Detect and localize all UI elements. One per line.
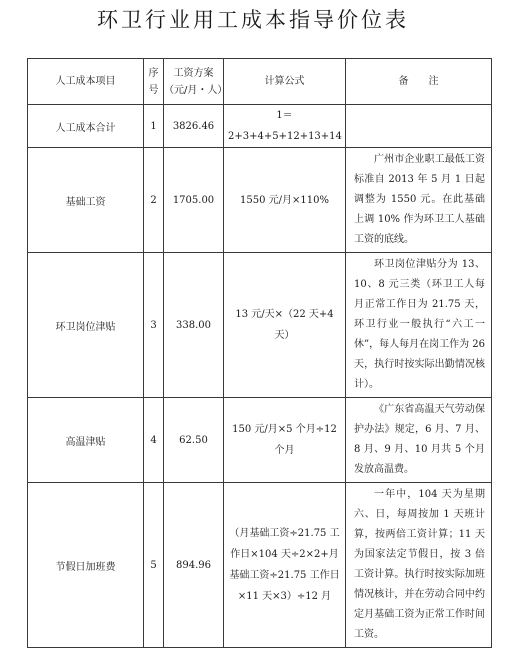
cell-item: 高温津贴 [28, 398, 144, 483]
cell-note: 广州市企业职工最低工资标准自 2013 年 5 月 1 日起调整为 1550 元。在此基础上调 10% 作为环卫工人基础工资的底线。 [346, 148, 492, 253]
cell-amount: 62.50 [164, 398, 224, 483]
table-header-row [28, 59, 492, 105]
table-row [28, 483, 492, 648]
cell-no: 4 [144, 398, 164, 483]
header-formula: 计算公式 [224, 59, 346, 105]
table-row [28, 148, 492, 253]
table-row [28, 398, 492, 483]
header-amount [164, 59, 228, 105]
cost-table [27, 58, 492, 648]
page-title: 环卫行业用工成本指导价位表 [97, 8, 409, 32]
cell-item: 人工成本合计 [28, 105, 144, 148]
cell-formula: 150 元/月×5 个月÷12 个月 [224, 398, 346, 483]
cell-no: 3 [144, 253, 164, 398]
cell-formula: 1550 元/月×110% [224, 148, 346, 253]
cell-formula: 13 元/天×（22 天+4 天） [224, 253, 346, 398]
cell-note: 一年中，104 天为星期六、日，每周按加 1 天班计算，按两倍工资计算；11 天为国家法定节假日，按 3 倍工资计算。执行时按实际加班情况核计，并在劳动合同中约定月基础工资为正常工作时间工资。 [346, 483, 492, 648]
cell-no: 1 [144, 105, 164, 148]
header-no [144, 59, 164, 105]
cell-item: 节假日加班费 [28, 483, 144, 648]
cell-note: 环卫岗位津贴分为 13、10、8 元三类（环卫工人每月正常工作日为 21.75 天，环卫行业一般执行“六工一休”，每人每月在岗工作为 26 天，执行时按实际出勤情况核计）。 [346, 253, 492, 398]
cell-amount: 894.96 [164, 483, 224, 648]
cell-formula: （月基础工资÷21.75 工作日×104 天÷2×2+月基础工资÷21.75 工作日×11 天×3）÷12 月 [224, 483, 346, 648]
header-note: 备 注 [346, 59, 492, 105]
cell-item: 基础工资 [28, 148, 144, 253]
table-row [28, 253, 492, 398]
header-amount-line2: （元/月・人） [164, 84, 228, 96]
header-no-line2: 号 [148, 84, 159, 96]
cell-amount: 3826.46 [164, 105, 224, 148]
header-amount-line1: 工资方案 [173, 67, 214, 79]
table-row [28, 105, 492, 148]
cell-formula: 1＝2+3+4+5+12+13+14 [224, 105, 346, 148]
cell-no: 2 [144, 148, 164, 253]
cell-item: 环卫岗位津贴 [28, 253, 144, 398]
cell-no: 5 [144, 483, 164, 648]
cell-amount: 1705.00 [164, 148, 224, 253]
cell-note: 《广东省高温天气劳动保护办法》规定，6 月、7 月、8 月、9 月、10 月共 5 个月发放高温费。 [346, 398, 492, 483]
cell-note [346, 105, 492, 148]
cell-amount: 338.00 [164, 253, 224, 398]
header-item: 人工成本项目 [28, 59, 144, 105]
header-no-line1: 序 [148, 67, 159, 79]
